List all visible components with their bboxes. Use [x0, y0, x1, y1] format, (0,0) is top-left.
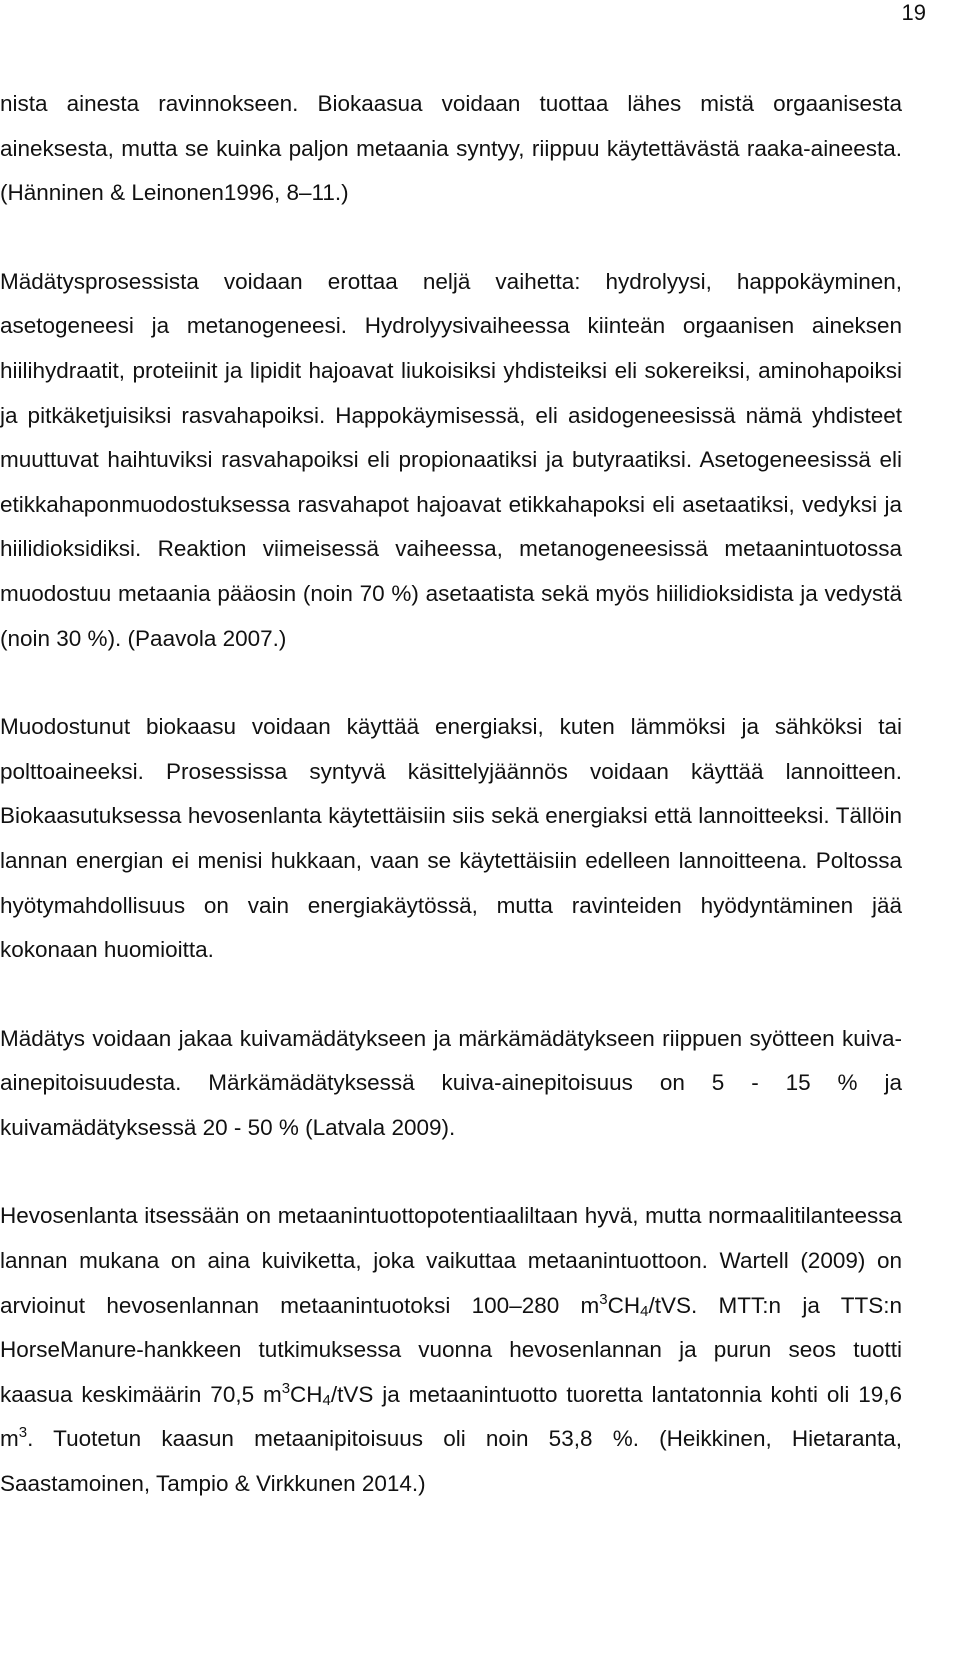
paragraph-5-text: . Tuotetun kaasun metaanipitoisuus oli noin 53,8 %. (Heikkinen, Hietaranta, Saastamoinen, Tampio & Virkkunen 2014.) — [0, 1426, 902, 1497]
superscript: 3 — [18, 1424, 28, 1442]
paragraph-4: Mädätys voidaan jakaa kuivamädätykseen ja märkämädätykseen riippuen syötteen kuiva-ainepitoisuudesta. Märkämädätyksessä kuiva-ainepitoisuus on 5 - 15 % ja kuivamädätyksessä 20 - 50 % (Latvala 2009). — [0, 1025, 902, 1140]
subscript: 4 — [640, 1302, 649, 1320]
paragraph-5-text: /tVS. MTT:n ja TTS:n HorseManure-hankkeen tutkimuksessa vuonna hevosenlannan ja purun seos tuotti kaasua keskimäärin 70,5 m — [0, 1292, 903, 1407]
page-number: 19 — [901, 0, 926, 25]
paragraph-1: nista ainesta ravinnokseen. Biokaasua voidaan tuottaa lähes mistä orgaanisesta aineksesta, mutta se kuinka paljon metaania syntyy, riippuu käytettävästä raaka-aineesta. (Hänninen & Leinonen1996, 8–11.) — [0, 91, 902, 206]
paragraph-3: Muodostunut biokaasu voidaan käyttää energiaksi, kuten lämmöksi ja sähköksi tai polttoaineeksi. Prosessissa syntyvä käsittelyjäännös voidaan käyttää lannoitteen. Biokaasutuksessa hevosenlanta käytettäisiin siis sekä energiaksi että lannoitteeksi. Tällöin lannan energian ei menisi hukkaan, vaan se käytettäisiin edelleen lannoitteena. Poltossa hyötymahdollisuus on vain energiakäytössä, mutta ravinteiden hyödyntäminen jää kokonaan huomioitta. — [0, 714, 902, 963]
subscript: 4 — [322, 1391, 331, 1409]
document-body — [0, 82, 902, 1507]
paragraph-5-text: CH — [290, 1381, 323, 1407]
paragraph-5-text: CH — [607, 1292, 641, 1318]
superscript: 3 — [281, 1379, 291, 1397]
paragraph-5-text: Hevosenlanta itsessään on metaanintuottopotentiaaliltaan hyvä, mutta normaalitilanteessa lannan mukana on aina kuivikettа, joka vaikuttaa metaanintuottoon. Wartell (2009) on arvioinut hevosenlannan metaanintuotoksi 100–280 m — [0, 1203, 902, 1318]
superscript: 3 — [599, 1290, 608, 1308]
paragraph-5 — [0, 1194, 902, 1506]
paragraph-5-text: /tVS ja metaanintuotto tuoretta lantatonnia kohti oli 19,6 m — [0, 1381, 902, 1452]
paragraph-2: Mädätysprosessista voidaan erottaa neljä vaihetta: hydrolyysi, happokäyminen, asetogeneesi ja metanogeneesi. Hydrolyysivaiheessa kiinteän orgaanisen aineksen hiilihydraatit, proteiinit ja lipidit hajoavat liukoisiksi yhdisteiksi eli sokereiksi, aminohapoiksi ja pitkäketjuisiksi rasvahapoiksi. Happokäymisessä, eli asidogeneesissä nämä yhdisteet muuttuvat haihtuviksi rasvahapoiksi eli propionaatiksi ja butyraatiksi. Asetogeneesissä eli etikkahaponmuodostuksessa rasvahapot hajoavat etikkahapoksi eli asetaatiksi, vedyksi ja hiilidioksidiksi. Reaktion viimeisessä vaiheessa, metanogeneesissä metaanintuotossa muodostuu metaania pääosin (noin 70 %) asetaatista sekä myös hiilidioksidista ja vedystä (noin 30 %). (Paavola 2007.) — [0, 268, 902, 651]
